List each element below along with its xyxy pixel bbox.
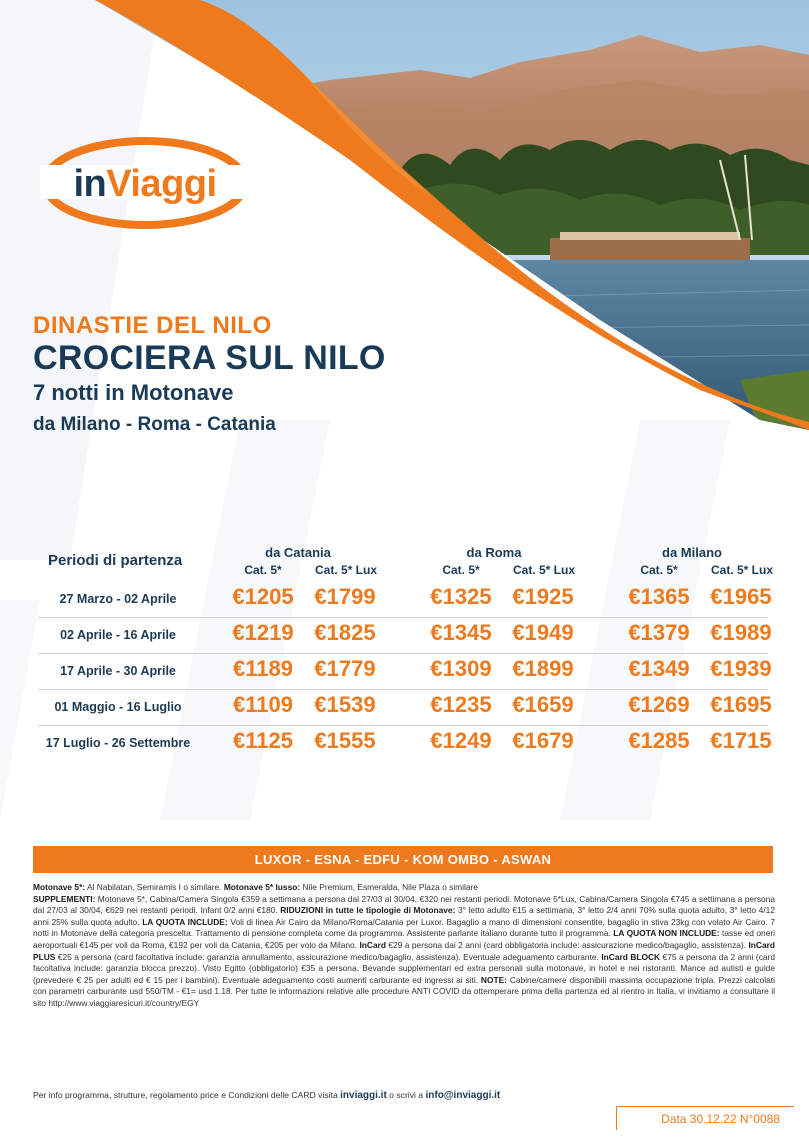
fine-print-text: Voli di linea Air Cairo da Milano/Roma/Catania per Luxor. Bagaglio a mano di dimensioni consentite, bagaglio in stiva 23kg con volato Air Cairo. 7 notti in Motonave della categoria prescelta. Trattamento di pensione completa come da programma. Assistente parlante italiano durante tutto il programma. [33, 916, 776, 939]
info-text: Per info programma, strutture, regolamento price e Condizioni delle CARD visita [33, 1090, 341, 1100]
fine-print-text: €75 a persona da 2 anni (card facoltativa include: garanzia blocca prezzo). Visto Egitto (obbligatorio) €35 a persona. Bevande supplementari ed extra personali sulla motonave, in hotel e nei ristoranti. Mance ad autisti e guide (prevedere € 25 per adulti ed € 15 per i bambini). Eventuale adeguamento costi aumenti carburante ed ingressi ai siti. [33, 951, 776, 985]
fine-print-text: tasse ed oneri aeroportuali €145 per voli da Roma, €192 per voli da Catania, €205 per volo da Milano. [33, 928, 776, 950]
price-value: €1205 [232, 584, 294, 609]
price-value: €1189 [233, 656, 293, 681]
price-value: €1109 [233, 692, 293, 717]
period-label: 17 Luglio - 26 Settembre [45, 736, 191, 750]
price-value: €1715 [710, 728, 772, 753]
price-rows [38, 582, 772, 761]
price-value: €1939 [710, 656, 772, 681]
fine-print-text: Cabine/camere disponibili massima occupazione tripla. Prezzi calcolati con parametri carburante usd 550/TM - €1= usd 1.18. Per tutte le informazioni relative alle procedure ANTI COVID da ottemperare prima della partenza ed al rientro in Italia, vi invitiamo a consultare il sito http://www.viaggiaresicuri.it/country/EGY [33, 974, 775, 1008]
fine-print-text: Al Nabilatan, Semiramis I o similare. [85, 882, 224, 892]
fine-print-text: 3° letto adulto €15 a settimana, 3° letto 2/4 anni 70% sulla quota adulto, 3° letto 4/12 anni 25% sulla quota adulto. [33, 905, 775, 927]
period-label: 01 Maggio - 16 Luglio [54, 700, 182, 714]
cat-header: Cat. 5* Lux [710, 563, 773, 577]
fine-print-text: €25 a persona (card facoltativa include: garanzia annullamento, assicurazione medico/bagaglio, assistenza). Eventuale adeguamento carburante. [55, 951, 602, 962]
headline-departures: da Milano - Roma - Catania [33, 414, 276, 435]
fine-print-heading: SUPPLEMENTI: [33, 893, 96, 904]
price-value: €1249 [430, 728, 492, 753]
price-value: €1539 [314, 692, 376, 717]
price-row [38, 690, 772, 726]
fine-print-heading: InCard PLUS [33, 939, 775, 962]
price-value: €1989 [710, 620, 772, 645]
price-value: €1285 [628, 728, 690, 753]
city-header-roma: da Roma [466, 545, 522, 560]
fine-print-heading: NOTE: [480, 974, 507, 985]
price-value: €1325 [430, 584, 492, 609]
price-value: €1825 [314, 620, 376, 645]
document-date-number: Data 30.12.22 N°0088 [616, 1106, 794, 1130]
price-value: €1349 [628, 656, 690, 681]
period-label: 27 Marzo - 02 Aprile [59, 592, 177, 606]
price-value: €1365 [628, 584, 690, 609]
fine-print-heading: Motonave 5* lusso: [223, 882, 301, 892]
price-value: €1695 [710, 692, 772, 717]
website-link[interactable]: inviaggi.it [340, 1090, 387, 1101]
price-value: €1779 [314, 656, 376, 681]
fine-print-terms [33, 882, 775, 1010]
logo-text-in: in [73, 163, 107, 205]
price-value: €1925 [512, 584, 574, 609]
price-value: €1235 [430, 692, 492, 717]
price-row [38, 726, 772, 761]
cat-header: Cat. 5* [442, 563, 480, 577]
price-value: €1965 [710, 584, 772, 609]
fine-print-text: €29 a persona dai 2 anni (card obbligatoria include: assicurazione medico/bagaglio, assistenza). [385, 939, 749, 950]
email-link[interactable]: info@inviaggi.it [425, 1090, 501, 1101]
city-header-milano: da Milano [662, 545, 722, 560]
fine-print-heading: InCard [359, 939, 386, 950]
price-value: €1899 [512, 656, 574, 681]
period-label: 02 Aprile - 16 Aprile [60, 628, 176, 642]
price-value: €1219 [232, 620, 294, 645]
cat-header: Cat. 5* [640, 563, 678, 577]
price-value: €1555 [314, 728, 376, 753]
periods-header: Periodi di partenza [48, 552, 183, 569]
price-value: €1379 [628, 620, 690, 645]
headline-subtitle: DINASTIE DEL NILO [33, 312, 272, 339]
price-row [38, 582, 772, 618]
info-line [33, 1090, 500, 1101]
price-value: €1269 [628, 692, 690, 717]
price-value: €1659 [512, 692, 574, 717]
fine-print-heading: RIDUZIONI in tutte le tipologie di Motonave: [280, 905, 456, 916]
headline-block [33, 312, 386, 436]
price-row [38, 654, 772, 690]
fine-print-heading: InCard BLOCK [601, 951, 661, 962]
period-label: 17 Aprile - 30 Aprile [60, 664, 176, 678]
price-value: €1949 [512, 620, 574, 645]
info-text-mid: o scrivi a [386, 1090, 426, 1100]
fine-print-heading: Motonave 5*: [33, 882, 86, 892]
headline-nights: 7 notti in Motonave [33, 380, 234, 405]
price-row [38, 618, 772, 654]
price-value: €1125 [233, 728, 293, 753]
fine-print-text: Nile Premium, Esmeralda, Nile Plaza o similare [300, 882, 478, 892]
cat-header: Cat. 5* Lux [512, 563, 575, 577]
cat-header: Cat. 5* [244, 563, 282, 577]
fine-print-heading: LA QUOTA INCLUDE: [142, 916, 228, 927]
logo-text-viaggi: Viaggi [106, 163, 217, 205]
price-value: €1345 [430, 620, 492, 645]
city-header-catania: da Catania [265, 545, 331, 560]
price-value: €1679 [512, 728, 574, 753]
cat-header: Cat. 5* Lux [314, 563, 377, 577]
fine-print-text: Motonave 5*, Cabina/Camera Singola €359 a settimana a persona dal 27/03 al 30/04, €320 nei restanti periodi. Motonave 5*Lux, Cabina/Camera Singola €745 a settimana a persona dal 27/03 al 30/04, €629 nei restanti periodi. Infant 0/2 anni €180. [33, 893, 775, 916]
route-bar: LUXOR - ESNA - EDFU - KOM OMBO - ASWAN [33, 846, 773, 873]
price-value: €1799 [314, 584, 376, 609]
inviaggi-logo[interactable] [40, 135, 250, 235]
fine-print-heading: LA QUOTA NON INCLUDE: [613, 928, 720, 939]
headline-title: CROCIERA SUL NILO [33, 339, 386, 377]
price-value: €1309 [430, 656, 492, 681]
